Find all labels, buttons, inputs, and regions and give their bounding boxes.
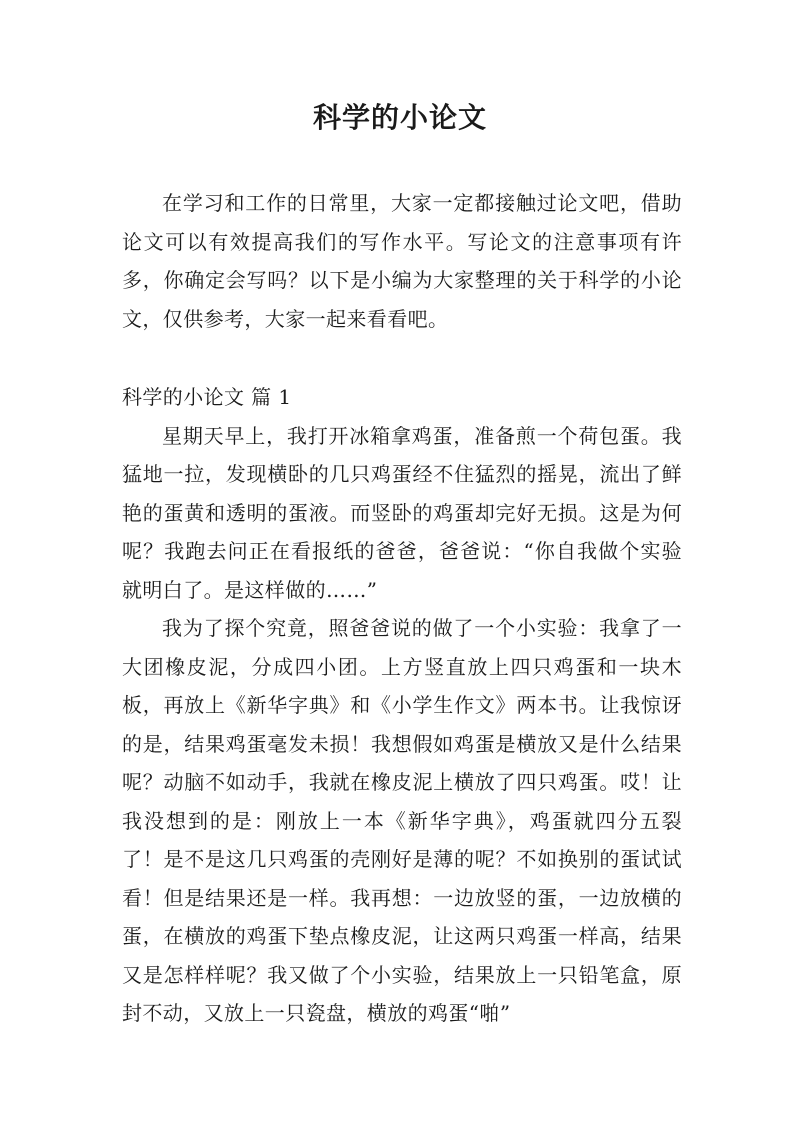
- body-paragraph-1: 星期天早上，我打开冰箱拿鸡蛋，准备煎一个荷包蛋。我猛地一拉，发现横卧的几只鸡蛋经不住猛烈的摇晃，流出了鲜艳的蛋黄和透明的蛋液。而竖卧的鸡蛋却完好无损。这是为何呢？我跑去问正在看报纸的爸爸，爸爸说：“你自我做个实验就明白了。是这样做的……”: [122, 423, 682, 602]
- body-paragraph-2: 我为了探个究竟，照爸爸说的做了一个小实验：我拿了一大团橡皮泥，分成四小团。上方竖直放上四只鸡蛋和一块木板，再放上《新华字典》和《小学生作文》两本书。让我惊讶的是，结果鸡蛋毫发未损！我想假如鸡蛋是横放又是什么结果呢？动脑不如动手，我就在橡皮泥上横放了四只鸡蛋。哎！让我没想到的是：刚放上一本《新华字典》，鸡蛋就四分五裂了！是不是这几只鸡蛋的壳刚好是薄的呢？不如换别的蛋试试看！但是结果还是一样。我再想：一边放竖的蛋，一边放横的蛋，在横放的鸡蛋下垫点橡皮泥，让这两只鸡蛋一样高，结果又是怎样样呢？我又做了个小实验，结果放上一只铅笔盒，原封不动，又放上一只瓷盘，横放的鸡蛋“啪”: [122, 616, 682, 1025]
- paragraph-spacer: [122, 338, 682, 378]
- intro-paragraph: 在学习和工作的日常里，大家一定都接触过论文吧，借助论文可以有效提高我们的写作水平。写论文的注意事项有许多，你确定会写吗？以下是小编为大家整理的关于科学的小论文，仅供参考，大家一起来看看吧。: [122, 191, 682, 331]
- section-heading: 科学的小论文 篇 1: [122, 385, 292, 409]
- document-body: [122, 184, 682, 1033]
- page-title: 科学的小论文: [312, 101, 487, 134]
